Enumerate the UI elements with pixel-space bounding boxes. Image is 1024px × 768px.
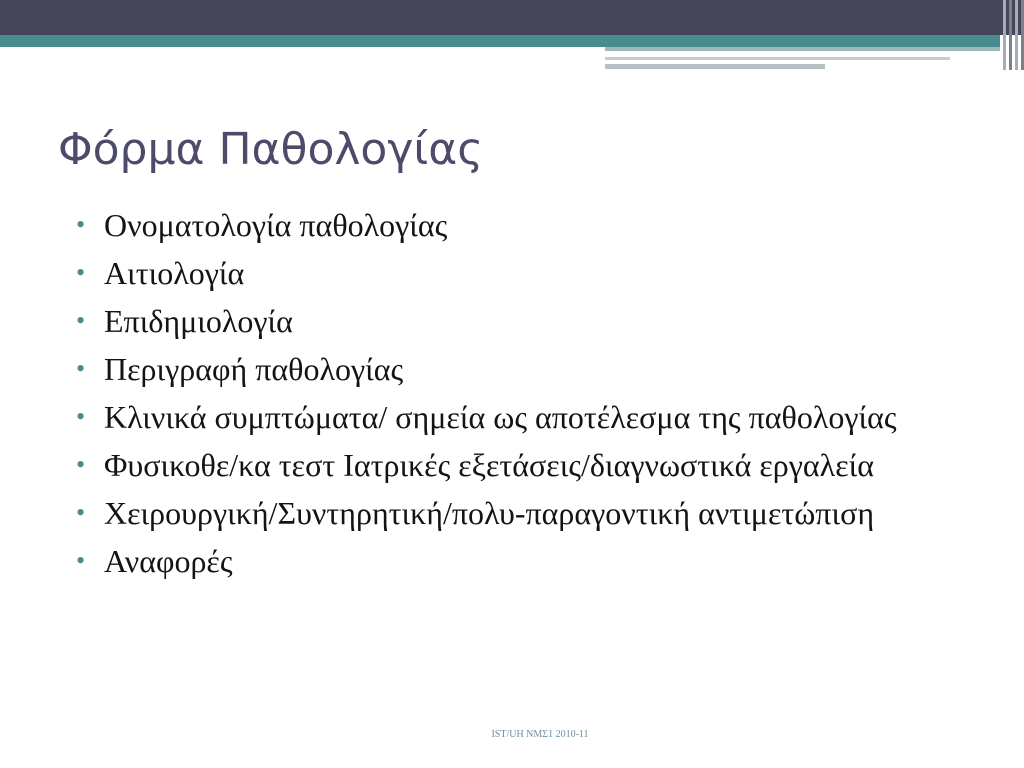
- bullet-text: Φυσικοθε/κα τεστ Ιατρικές εξετάσεις/διαγνωστικά εργαλεία: [104, 447, 874, 483]
- edge-stripe: [1003, 0, 1006, 70]
- bullet-text: Ονοματολογία παθολογίας: [104, 207, 448, 243]
- bullet-item: [76, 302, 1006, 340]
- bullet-item: [76, 494, 1006, 532]
- bullet-text: Επιδημιολογία: [104, 303, 293, 339]
- bullet-item: [76, 446, 1006, 484]
- bullet-text: Χειρουργική/Συντηρητική/πολυ-παραγοντική αντιμετώπιση: [104, 495, 875, 531]
- decorative-line-2: [605, 64, 825, 69]
- accent-band: [0, 35, 1000, 47]
- edge-stripe: [1015, 0, 1018, 70]
- bullet-dot-icon: •: [76, 450, 86, 479]
- decorative-line-1: [605, 57, 950, 60]
- bullet-text: Αναφορές: [104, 543, 233, 579]
- header-bar: [0, 0, 1024, 35]
- slide-footer: IST/UH ΝΜΣ1 2010-11: [491, 729, 589, 740]
- bullet-dot-icon: •: [76, 546, 86, 575]
- edge-stripe: [1009, 0, 1012, 70]
- bullet-item: [76, 350, 1006, 388]
- bullet-dot-icon: •: [76, 258, 86, 287]
- accent-line: [605, 47, 1000, 51]
- bullet-item: [76, 206, 1006, 244]
- bullet-text: Αιτιολογία: [104, 255, 245, 291]
- bullet-dot-icon: •: [76, 354, 86, 383]
- bullet-dot-icon: •: [76, 498, 86, 527]
- bullet-dot-icon: •: [76, 402, 86, 431]
- slide-title: Φόρμα Παθολογίας: [58, 124, 484, 175]
- bullet-item: [76, 254, 1006, 292]
- bullet-dot-icon: •: [76, 210, 86, 239]
- bullet-item: [76, 398, 1006, 436]
- bullet-dot-icon: •: [76, 306, 86, 335]
- bullet-text: Κλινικά συμπτώματα/ σημεία ως αποτέλεσμα της παθολογίας: [104, 399, 897, 435]
- bullet-list: [76, 206, 1006, 590]
- edge-stripes: [996, 0, 1024, 70]
- bullet-item: [76, 542, 1006, 580]
- bullet-text: Περιγραφή παθολογίας: [104, 351, 404, 387]
